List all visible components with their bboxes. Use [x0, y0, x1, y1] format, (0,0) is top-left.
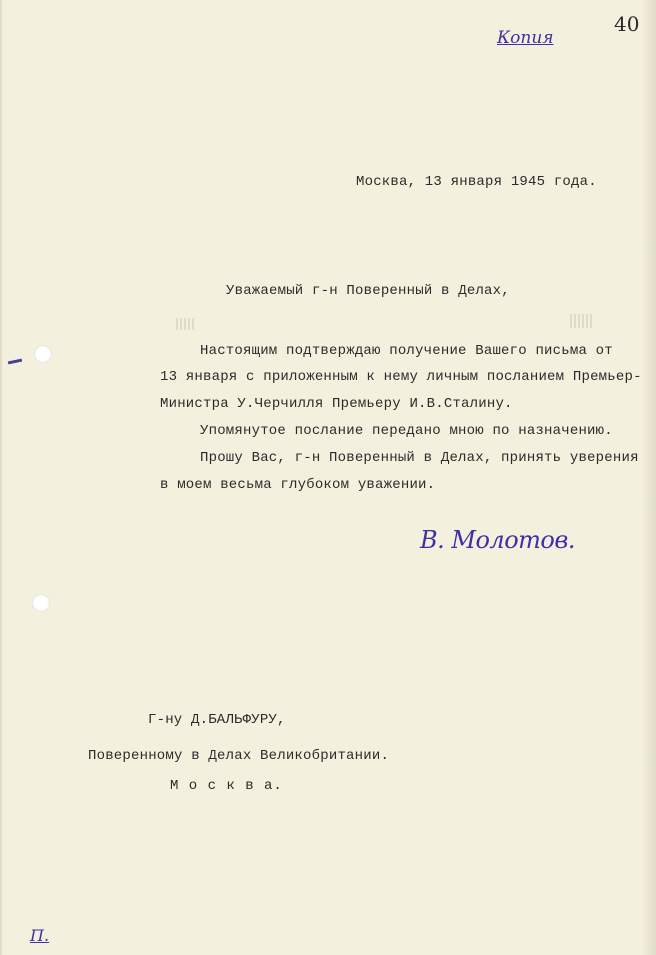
punch-hole-top: [34, 345, 52, 363]
letter-dateline: Москва, 13 января 1945 года.: [356, 174, 597, 190]
letter-body-line: 13 января с приложенным к нему личным посланием Премьер-: [160, 369, 642, 385]
print-through-mark-left: [176, 318, 196, 330]
page-edge-shadow: [642, 0, 656, 955]
copy-stamp: Копия: [497, 28, 554, 48]
bottom-initial: П.: [30, 926, 50, 945]
addressee-name: Г-ну Д.БАЛЬФУРУ,: [148, 712, 286, 728]
signature: В. Молотов.: [420, 526, 575, 554]
letter-salutation: Уважаемый г-н Поверенный в Делах,: [226, 283, 510, 299]
letter-body-line: Министра У.Черчилля Премьеру И.В.Сталину.: [160, 396, 513, 412]
folio-number: 40: [614, 12, 640, 36]
print-through-mark-right: [570, 314, 592, 328]
margin-mark: [8, 359, 22, 365]
letter-body-line: Упомянутое послание передано мною по назначению.: [200, 423, 613, 439]
letter-body-line: в моем весьма глубоком уважении.: [160, 477, 436, 493]
letter-body-line: Прошу Вас, г-н Поверенный в Делах, принять уверения: [200, 450, 639, 466]
addressee-city: М о с к в а.: [170, 778, 283, 794]
addressee-title: Поверенному в Делах Великобритании.: [88, 748, 390, 764]
punch-hole-bottom: [32, 594, 50, 612]
letter-body-line: Настоящим подтверждаю получение Вашего письма от: [200, 343, 613, 359]
